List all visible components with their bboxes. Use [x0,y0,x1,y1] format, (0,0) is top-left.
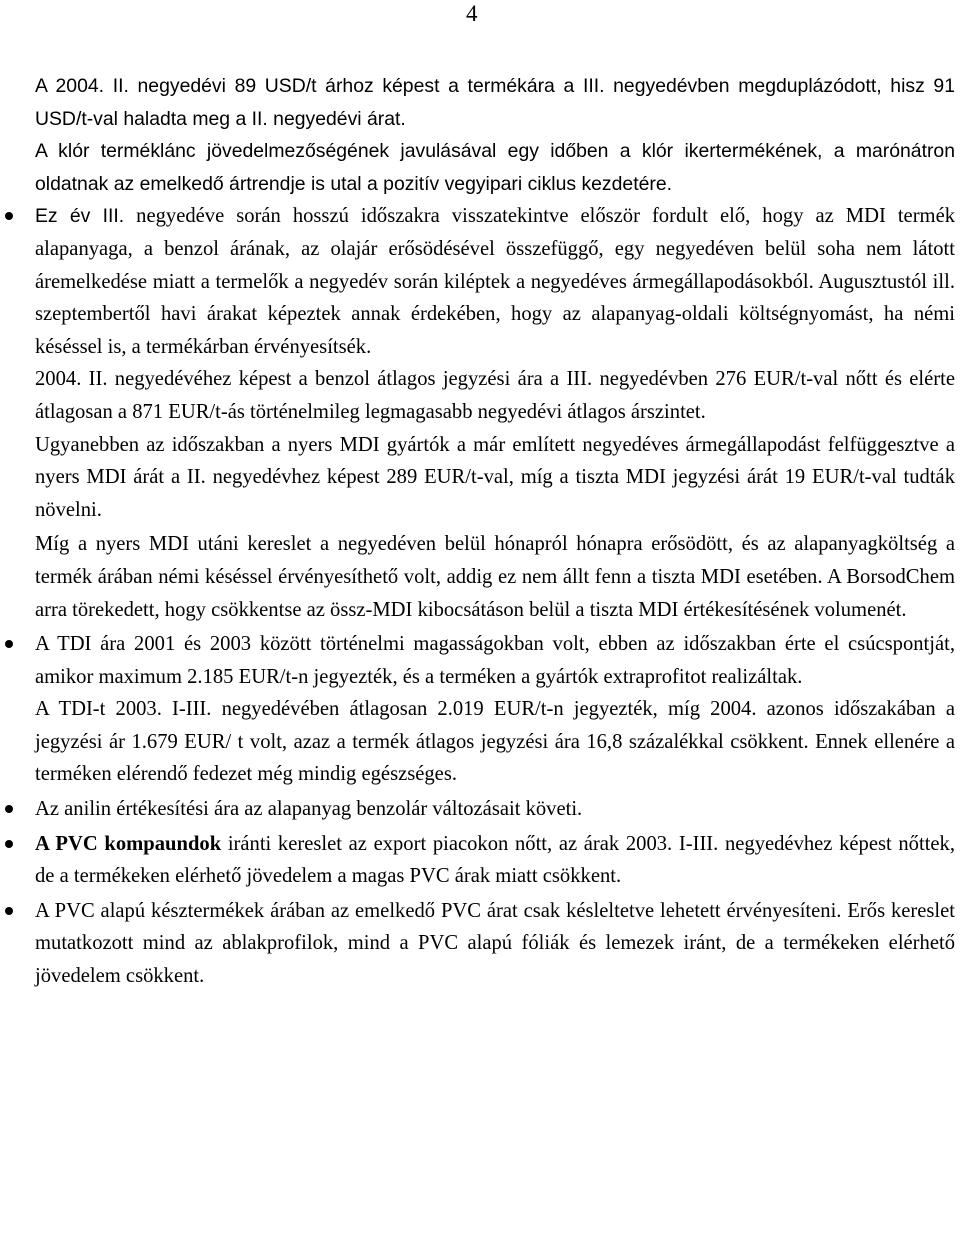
paragraph-mdi-price: Ugyanebben az időszakban a nyers MDI gyártók a már említett negyedéves ármegállapodást felfüggesztve a nyers MDI árát a II. negyedévhez képest 289 EUR/t-val, míg a tiszta MDI jegyzési árát 19 EUR/t-val tudták növelni. [35,433,955,521]
bullet-icon [5,840,13,848]
bullet-mdi-benzene [35,200,955,363]
paragraph-mdi-demand: Míg a nyers MDI utáni kereslet a negyedéven belül hónapról hónapra erősödött, és az alapanyagköltség a termék árában némi késéssel érvényesíthető volt, addig ez nem állt fenn a tiszta MDI esetében. A BorsodChem arra törekedett, hogy csökkentse az össz-MDI kibocsátáson belül a tiszta MDI értékesítésének volumenét. [35,533,955,621]
page-number: 4 [466,1,478,26]
bullet-icon [5,907,13,915]
bullet-body-text: Az anilin értékesítési ára az alapanyag benzolár változásait követi. [35,798,583,821]
bullet-pvc-compounds [35,828,955,893]
bullet-body-text: A TDI ára 2001 és 2003 között történelmi magasságokban volt, ebben az időszakban érte el csúcspontját, amikor maximum 2.185 EUR/t-n jegyezték, és a terméken a gyártók extraprofitot realizáltak. [35,633,955,688]
bullet-bold-lead: A PVC kompaundok [35,832,222,855]
paragraph-chlorine-price: A 2004. II. negyedévi 89 USD/t árhoz képest a termékára a III. negyedévben megduplázódott, hisz 91 USD/t-val haladta meg a II. negyedévi árat. [35,75,955,130]
bullet-lead-text: Ez év III. [35,205,125,228]
bullet-body-text: A PVC alapú késztermékek árában az emelkedő PVC árat csak késleltetve lehetett érvényesíteni. Erős kereslet mutatkozott mind az ablakprofilok, mind a PVC alapú fóliák és lemezek iránt, de a termékeken elérhető jövedelem csökkent. [35,899,955,988]
bullet-icon [5,640,13,648]
bullet-icon [5,212,13,220]
bullet-body-text: negyedéve során hosszú időszakra visszatekintve először fordult elő, hogy az MDI termék alapanyaga, a benzol árának, az olajár erősödésével összefüggő, egy negyedéven belül soha nem látott áremelkedése miatt a termelők a negyedév során kiléptek a negyedéves ármegállapodásokból. Augusztustól ill. szeptembertől havi árakat képeztek annak érdekében, hogy az alapanyag-oldali költségnyomást, ha némi késéssel is, a termékárban érvényesítsék. [35,205,956,358]
document-body [35,70,955,993]
paragraph-chlorine-chain: A klór terméklánc jövedelmezőségének javulásával egy időben a klór ikertermékének, a marónátron oldatnak az emelkedő ártrendje is utal a pozitív vegyipari ciklus kezdetére. [35,140,955,195]
bullet-pvc-products [35,895,955,993]
bullet-body-text: iránti kereslet az export piacokon nőtt, az árak 2003. I-III. negyedévhez képest nőttek, de a termékeken elérhető jövedelem a magas PVC árak miatt csökkent. [35,832,956,888]
bullet-aniline [35,793,955,826]
paragraph-tdi-price: A TDI-t 2003. I-III. negyedévében átlagosan 2.019 EUR/t-n jegyezték, míg 2004. azonos időszakában a jegyzési ár 1.679 EUR/ t volt, azaz a termék átlagos jegyzési ára 16,8 százalékkal csökkent. Ennek ellenére a terméken elérendő fedezet még mindig egészséges. [35,698,955,786]
bullet-icon [5,805,13,813]
bullet-tdi [35,628,955,693]
paragraph-benzene-price: 2004. II. negyedévéhez képest a benzol átlagos jegyzési ára a III. negyedévben 276 EUR/t-val nőtt és elérte átlagosan a 871 EUR/t-ás történelmileg legmagasabb negyedévi átlagos árszintet. [35,368,955,423]
